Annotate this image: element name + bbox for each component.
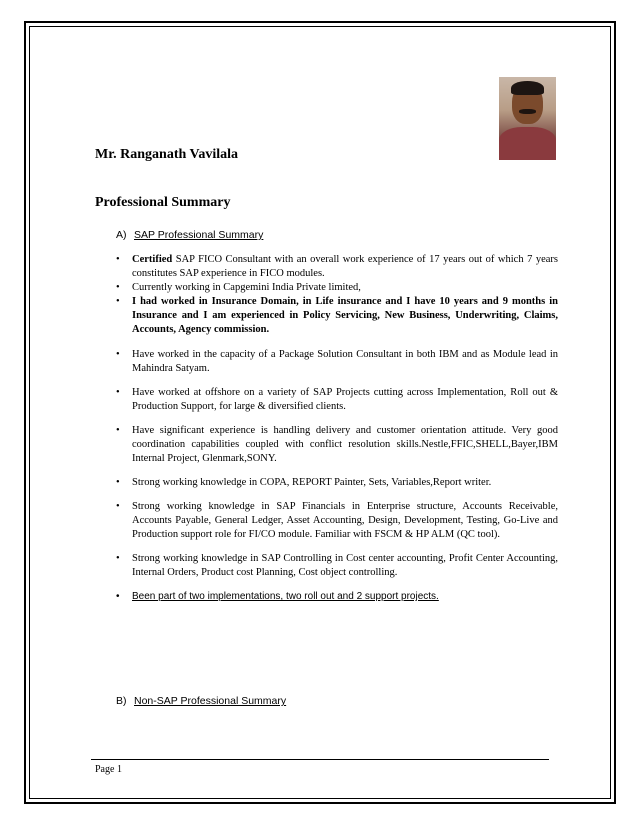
non-sap-summary-heading (116, 695, 286, 707)
page-number: Page 1 (95, 764, 122, 775)
footer-divider (91, 759, 549, 760)
list-item: • Strong working knowledge in SAP Controlling in Cost center accounting, Profit Center Accounting, Internal Orders, Product cost Planning, Cost object controlling. (116, 552, 558, 580)
sap-summary-list (116, 253, 558, 604)
sap-summary-heading (116, 229, 266, 241)
section-title: Professional Summary (95, 195, 231, 210)
list-item: • Been part of two implementations, two roll out and 2 support projects. (116, 590, 558, 604)
non-sap-summary-heading-text: Non-SAP Professional Summary (134, 695, 287, 707)
profile-photo (499, 77, 556, 160)
list-item: • Strong working knowledge in COPA, REPORT Painter, Sets, Variables,Report writer. (116, 476, 558, 490)
list-item: • Have worked at offshore on a variety of SAP Projects cutting across Implementation, Roll out & Production Support, for large & diversified clients. (116, 386, 558, 414)
list-item: • Currently working in Capgemini India Private limited, (116, 281, 558, 295)
list-item: • Have significant experience is handling delivery and customer orientation attitude. Very good coordination capabilities coupled with conflict resolution skills.Nestle,FFIC,SHELL,Bayer,IBM Internal Project, Glenmark,SONY. (116, 424, 558, 466)
list-item: • Certified SAP FICO Consultant with an overall work experience of 17 years out of which 7 years constitutes SAP experience in FICO modules. (116, 253, 558, 281)
candidate-name: Mr. Ranganath Vavilala (95, 147, 239, 162)
list-item: • I had worked in Insurance Domain, in Life insurance and I have 10 years and 9 months in Insurance and I am experienced in Policy Servicing, New Business, Underwriting, Claims, Accounts, Agency commission. (116, 295, 558, 337)
non-sap-summary-letter: B) (116, 695, 127, 707)
list-item: • Have worked in the capacity of a Package Solution Consultant in both IBM and as Module lead in Mahindra Satyam. (116, 348, 558, 376)
list-item: • Strong working knowledge in SAP Financials in Enterprise structure, Accounts Receivable, Accounts Payable, General Ledger, Asset Accounting, Design, Development, Testing, Go-Live and Production support role for FI/CO module. Familiar with FSCM & HP ALM (QC tool). (116, 500, 558, 542)
sap-summary-letter: A) (116, 229, 127, 241)
sap-summary-heading-text: SAP Professional Summary (134, 229, 264, 241)
